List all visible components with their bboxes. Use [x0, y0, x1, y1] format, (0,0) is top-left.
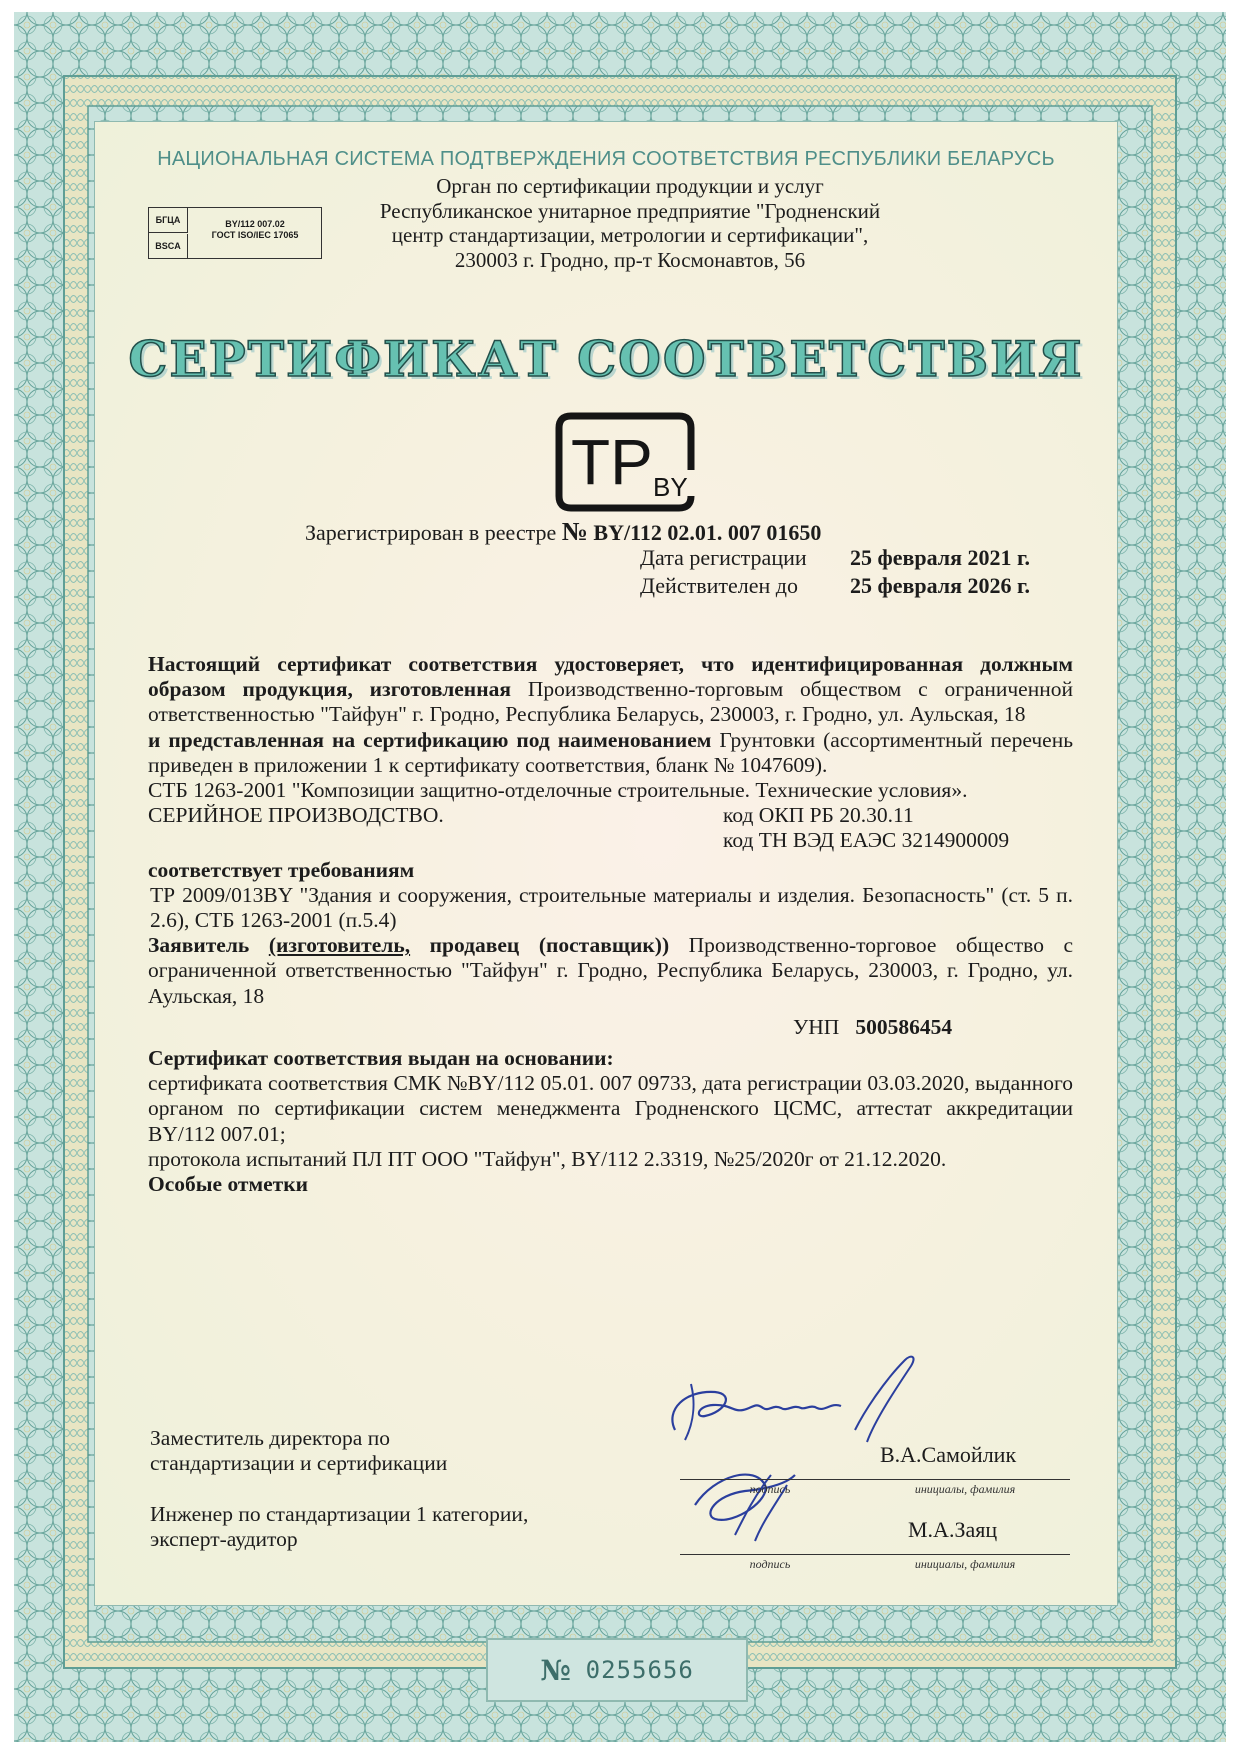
unp-row — [148, 1015, 1073, 1040]
basis-certificate: сертификата соответствия СМК №BY/112 05.01. 007 09733, дата регистрации 03.03.2020, выданного органом по сертификации систем менеджмента Гродненского ЦСМС, аттестат аккредитации BY/112 007.01; — [148, 1071, 1073, 1146]
unp-label: УНП — [793, 1014, 840, 1039]
accreditation-codes — [191, 219, 319, 241]
requirements-text: ТР 2009/013BY "Здания и сооружения, строительные материалы и изделия. Безопасность" (ст. 5 п. 2.6), СТБ 1263-2001 (п.5.4) — [150, 882, 1073, 933]
org-line: Орган по сертификации продукции и услуг — [436, 174, 824, 198]
applicant-text: Производственно-торговое общество с ограниченной ответственностью "Тайфун" г. Гродно, Республика Беларусь, 230003, г. Гродно, ул. Аульская, 18 — [148, 933, 1074, 1008]
applicant-seller: продавец (поставщик)) — [429, 933, 670, 958]
serial-number-sign: № — [540, 1653, 572, 1687]
number-sign: № — [561, 517, 588, 546]
signatory-1-position — [150, 1426, 447, 1476]
name-1-line — [860, 1479, 1070, 1480]
valid-until-date: 25 февраля 2026 г. — [850, 573, 1031, 598]
signature-1-caption: подпись — [749, 1482, 791, 1496]
position-line: эксперт-аудитор — [150, 1527, 298, 1551]
signatory-2-name: М.А.Заяц — [908, 1517, 998, 1542]
signature-2-graphic — [675, 1455, 825, 1555]
product-label: и представленная на сертификацию под наименованием — [148, 727, 712, 752]
applicant-paragraph — [148, 933, 1073, 1009]
product-paragraph — [148, 728, 1073, 778]
org-line: 230003 г. Гродно, пр-т Космонавтов, 56 — [454, 247, 806, 272]
registration-date-label: Дата регистрации — [640, 545, 807, 570]
manufacturer-paragraph — [148, 652, 1073, 728]
certification-body-block — [320, 174, 940, 272]
tr-mark-country: BY — [653, 472, 688, 502]
position-line: Заместитель директора по — [150, 1426, 390, 1450]
signature-1-line — [680, 1479, 860, 1480]
registry-line — [305, 517, 821, 547]
blank-serial-number — [486, 1638, 748, 1702]
accreditation-standard: ГОСТ ISO/IEC 17065 — [211, 230, 299, 240]
position-line: стандартизации и сертификации — [150, 1451, 448, 1475]
name-2-line — [860, 1554, 1070, 1555]
tr-by-conformity-mark-icon — [555, 412, 695, 512]
valid-until-label: Действителен до — [640, 573, 798, 598]
org-line: центр стандартизации, метрологии и сертификации", — [391, 223, 869, 247]
tn-ved-code: код ТН ВЭД ЕАЭС 3214900009 — [723, 828, 1010, 853]
complies-label: соответствует требованиям — [148, 857, 415, 882]
unp-value: 500586454 — [855, 1014, 953, 1039]
accreditation-mark-top: БГЦА — [149, 208, 188, 233]
basis-label: Сертификат соответствия выдан на основании: — [148, 1046, 614, 1071]
applicant-label: Заявитель — [148, 933, 250, 958]
certificate-body — [148, 652, 1073, 1197]
production-codes-row — [148, 803, 1073, 828]
applicant-manufacturer: (изготовитель, — [268, 933, 411, 958]
registration-date: 25 февраля 2021 г. — [850, 545, 1031, 570]
signature-2-line — [680, 1554, 860, 1555]
tr-mark-letters: TP — [571, 426, 653, 498]
special-marks-label: Особые отметки — [148, 1172, 309, 1197]
position-line: Инженер по стандартизации 1 категории, — [150, 1502, 529, 1526]
name-1-caption: инициалы, фамилия — [914, 1482, 1016, 1496]
signature-2-caption: подпись — [749, 1557, 791, 1571]
okp-code: код ОКП РБ 20.30.11 — [723, 803, 914, 828]
registry-label: Зарегистрирован в реестре — [305, 520, 557, 545]
product-text: Грунтовки (ассортиментный перечень приведен в приложении 1 к сертификату соответствия, бланк № 1047609). — [148, 727, 1074, 777]
accreditation-code: BY/112 007.02 — [225, 219, 285, 229]
national-system-heading: НАЦИОНАЛЬНАЯ СИСТЕМА ПОДТВЕРЖДЕНИЯ СООТВЕТСТВИЯ РЕСПУБЛИКИ БЕЛАРУСЬ — [157, 148, 1055, 170]
registry-number: BY/112 02.01. 007 01650 — [593, 520, 822, 545]
manufacturer-text: Производственно-торговым обществом с ограниченной ответственностью "Тайфун" г. Гродно, Республика Беларусь, 230003, г. Гродно, ул. Аульская, 18 — [148, 677, 1073, 727]
signatory-1-name: В.А.Самойлик — [880, 1442, 1017, 1467]
accreditation-mark — [148, 207, 322, 259]
serial-number: 0255656 — [585, 1656, 694, 1684]
accreditation-mark-bottom: BSCA — [149, 234, 188, 258]
statement-bold: Настоящий сертификат соответствия удостоверяет, что идентифицированная должным образом продукция, изготовленная — [148, 652, 1073, 702]
signatory-2-position — [150, 1502, 528, 1552]
certificate-title: СЕРТИФИКАТ СООТВЕТСТВИЯ — [128, 330, 1084, 388]
name-2-caption: инициалы, фамилия — [914, 1557, 1016, 1571]
serial-production: СЕРИЙНОЕ ПРОИЗВОДСТВО. — [148, 803, 444, 828]
standard-paragraph: СТБ 1263-2001 "Композиции защитно-отделочные строительные. Технические условия». — [148, 778, 968, 803]
org-line: Республиканское унитарное предприятие "Гродненский — [379, 198, 881, 223]
basis-protocol: протокола испытаний ПЛ ПТ ООО "Тайфун", BY/112 2.3319, №25/2020г от 21.12.2020. — [148, 1146, 947, 1171]
